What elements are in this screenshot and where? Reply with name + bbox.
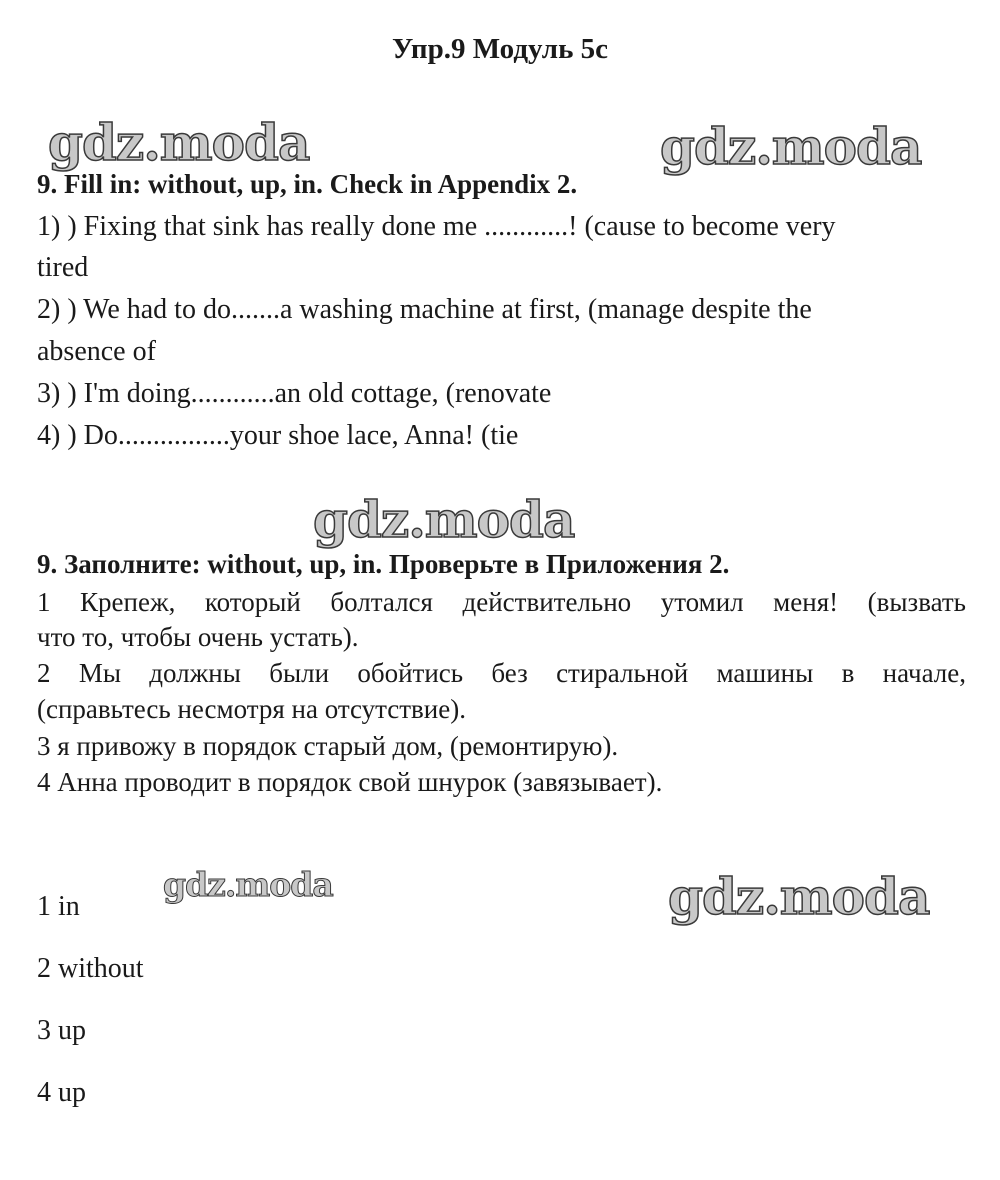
exercise-en-heading: 9. Fill in: without, up, in. Check in Appendix 2. (37, 169, 578, 199)
exercise-en-line: 4) ) Do................your shoe lace, Anna! (tie (37, 420, 519, 451)
exercise-en-line: absence of (37, 336, 156, 367)
exercise-ru-line: что то, чтобы очень устать). (37, 622, 359, 652)
exercise-en-line: 2) ) We had to do.......a washing machine at first, (manage despite the (37, 294, 812, 325)
exercise-ru-heading: 9. Заполните: without, up, in. Проверьте в Приложения 2. (37, 549, 730, 579)
answer-item: 2 without (37, 953, 144, 984)
watermark-logo: gdz.moda (313, 490, 575, 549)
exercise-en-line: 3) ) I'm doing............an old cottage, (renovate (37, 378, 552, 409)
exercise-ru-line: (справьтесь несмотря на отсутствие). (37, 694, 466, 724)
watermark-logo: gdz.moda (668, 867, 930, 926)
answer-item: 3 up (37, 1015, 86, 1046)
answer-item: 1 in (37, 891, 80, 922)
exercise-ru-line: 3 я привожу в порядок старый дом, (ремонтирую). (37, 731, 619, 761)
exercise-en-line: tired (37, 252, 89, 283)
watermark-logo: gdz.moda (48, 113, 310, 172)
answer-item: 4 up (37, 1077, 86, 1108)
exercise-ru-line: 1 Крепеж, который болтался действительно утомил меня! (вызвать (37, 587, 966, 617)
exercise-ru-line: 4 Анна проводит в порядок свой шнурок (завязывает). (37, 767, 663, 797)
page-title: Упр.9 Модуль 5с (391, 33, 609, 65)
watermark-logo: gdz.moda (660, 117, 922, 176)
exercise-ru-line: 2 Мы должны были обойтись без стиральной машины в начале, (37, 658, 966, 688)
exercise-en-line: 1) ) Fixing that sink has really done me ............! (cause to become very (37, 211, 836, 242)
watermark-logo: gdz.moda (163, 865, 333, 904)
